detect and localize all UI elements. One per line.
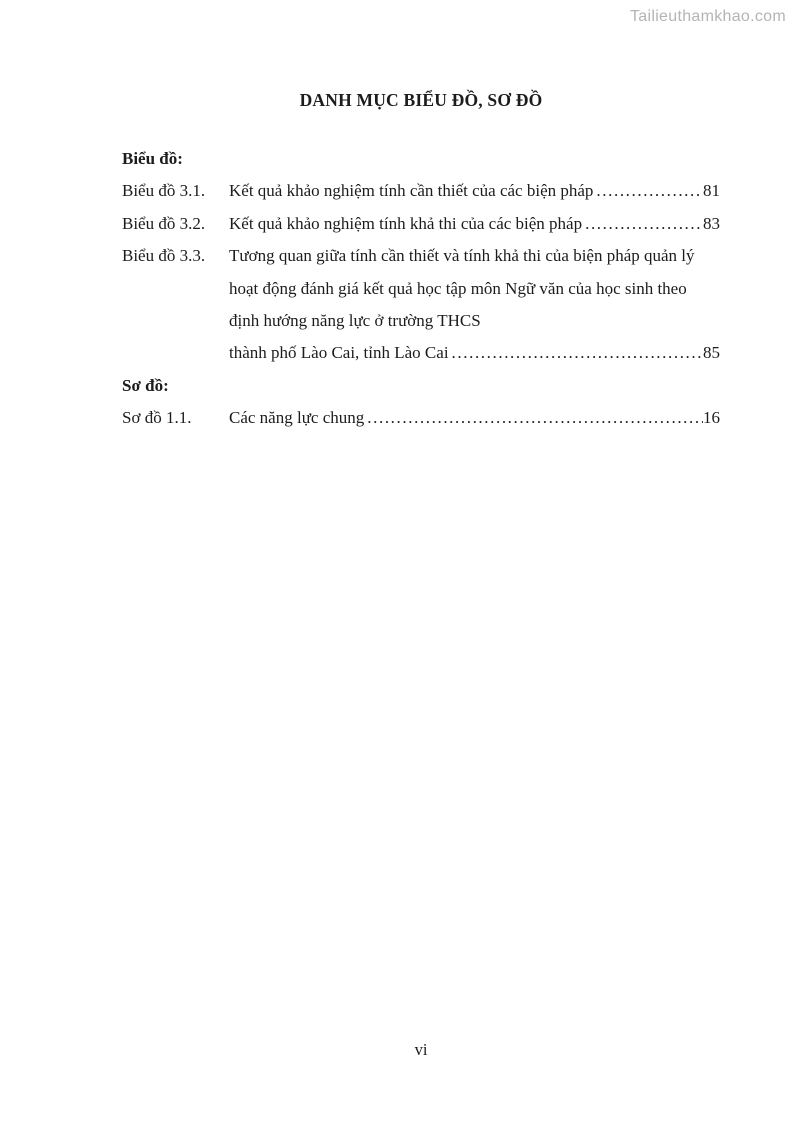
toc-list <box>122 143 720 435</box>
entry-text-line: Tương quan giữa tính cần thiết và tính khả thi của biện pháp <box>229 246 640 266</box>
entry-page-number: 83 <box>703 213 720 233</box>
toc-entry-bieu-do-3-3 <box>122 240 720 370</box>
dot-leader <box>449 337 703 369</box>
page-title: DANH MỤC BIỂU ĐỒ, SƠ ĐỒ <box>299 90 543 110</box>
page-content <box>122 0 720 435</box>
entry-content <box>229 208 720 240</box>
entry-label: Biểu đồ 3.2. <box>122 213 206 233</box>
section-heading-so-do: Sơ đồ: <box>122 375 169 395</box>
entry-line <box>229 175 720 207</box>
entry-text: Kết quả khảo nghiệm tính cần thiết của các biện pháp <box>229 181 594 201</box>
entry-label: Biểu đồ 3.3. <box>122 246 206 266</box>
watermark-text: Tailieuthamkhao.com <box>630 8 786 25</box>
entry-page-number: 81 <box>703 181 720 201</box>
entry-page-number: 16 <box>703 408 720 428</box>
entry-line <box>229 208 720 240</box>
entry-text-line: của học sinh theo định hướng năng lực ở trường THCS <box>229 278 687 331</box>
entry-text: thành phố Lào Cai, tỉnh Lào Cai <box>229 343 449 363</box>
entry-content <box>229 175 720 207</box>
dot-leader <box>582 208 703 240</box>
dot-leader <box>364 402 703 434</box>
entry-page-number: 85 <box>703 343 720 363</box>
entry-label: Biểu đồ 3.1. <box>122 181 206 201</box>
entry-text: Kết quả khảo nghiệm tính khả thi của các biện pháp <box>229 213 583 233</box>
entry-line <box>229 337 720 369</box>
toc-entry-so-do-1-1 <box>122 402 720 434</box>
toc-entry-bieu-do-3-1 <box>122 175 720 207</box>
toc-entry-bieu-do-3-2 <box>122 208 720 240</box>
entry-text: Các năng lực chung <box>229 408 365 428</box>
entry-line <box>229 402 720 434</box>
entry-content <box>229 402 720 434</box>
entry-label: Sơ đồ 1.1. <box>122 408 192 428</box>
dot-leader <box>593 175 703 207</box>
section-heading-bieu-do: Biểu đồ: <box>122 149 183 168</box>
entry-text-line: quản lý hoạt động đánh giá kết quả học tập môn Ngữ văn <box>229 246 695 298</box>
entry-content <box>229 240 720 370</box>
page-number-footer: vi <box>414 1040 428 1059</box>
